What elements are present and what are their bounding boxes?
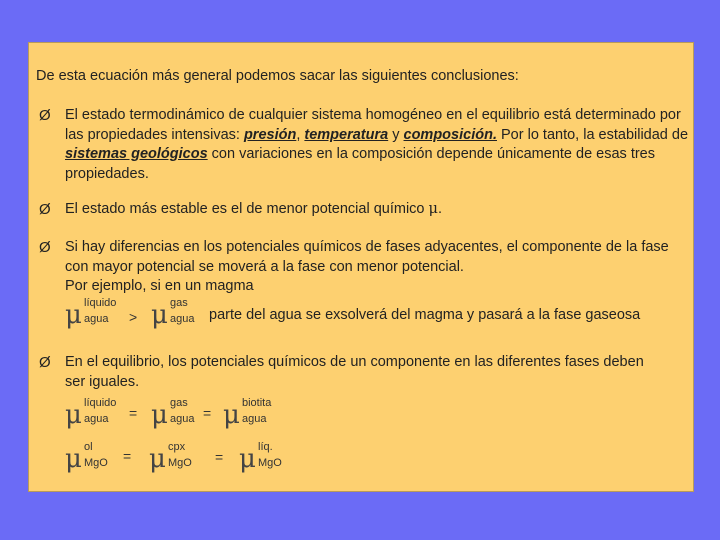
mu-icon: μ	[151, 300, 168, 330]
bullet-3-line: Si hay diferencias en los potenciales químicos de fases adyacentes, el componente de la fase con mayor potencial se moverá a la fase con menor potencial.	[65, 239, 669, 275]
equals-sign: =	[123, 448, 132, 464]
mu-ol-mgo	[65, 443, 125, 473]
mu-subscript: MgO	[168, 457, 192, 469]
bullet-arrow-icon: Ø	[39, 354, 51, 371]
equals-sign: =	[203, 405, 212, 421]
mu-superscript: líq.	[258, 441, 273, 453]
mu-superscript: cpx	[168, 441, 186, 453]
mu-subscript: agua	[84, 413, 109, 425]
bullet-2-part: El estado más estable es el de menor potencial químico	[65, 201, 429, 217]
equals-sign: =	[215, 449, 224, 465]
mu-subscript: MgO	[258, 457, 282, 469]
equals-sign: =	[129, 405, 138, 421]
mu-superscript: ol	[84, 441, 93, 453]
mu-superscript: gas	[170, 297, 188, 309]
mu-icon: μ	[223, 400, 240, 430]
mu-icon: μ	[149, 444, 166, 474]
mu-subscript: agua	[84, 313, 109, 325]
content-panel	[28, 42, 694, 492]
bullet-arrow-icon: Ø	[39, 239, 51, 256]
bullet-1-part: Por lo tanto, la estabilidad de	[496, 126, 689, 143]
mu-icon: μ	[151, 400, 168, 430]
mu-subscript: agua	[242, 413, 267, 425]
mu-cpx-mgo	[149, 443, 209, 473]
bullet-arrow-icon: Ø	[39, 107, 51, 124]
mu-subscript: agua	[170, 313, 195, 325]
mu-icon: μ	[65, 300, 82, 330]
bullet-1-part: ,	[296, 126, 305, 143]
bullet-arrow-icon: Ø	[39, 201, 51, 218]
mu-gas-agua	[151, 399, 211, 429]
bullet-4-text: En el equilibrio, los potenciales químicos de un componente en las diferentes fases deben ser iguales.	[65, 354, 644, 390]
mu-liq-mgo	[239, 443, 299, 473]
mu-subscript: MgO	[84, 457, 108, 469]
mu-liquido-agua	[65, 397, 138, 430]
mu-gas-agua	[151, 299, 211, 329]
bullet-3-example: Por ejemplo, si en un magma	[65, 278, 254, 294]
mu-subscript: agua	[170, 413, 195, 425]
bullet-3-tail: parte del agua se exsolverá del magma y pasará a la fase gaseosa	[209, 307, 641, 323]
bullet-2-text	[65, 200, 693, 220]
bullet-3-text	[65, 238, 693, 297]
mu-superscript: líquido	[84, 397, 117, 409]
bullet-1-text	[65, 106, 693, 184]
emphasis-composicion: composición.	[403, 126, 497, 143]
mu-biotita-agua	[223, 399, 293, 429]
greater-than-sign: >	[129, 309, 138, 325]
emphasis-temperatura: temperatura	[304, 126, 389, 143]
bullet-1-part: con variaciones en la composición depende únicamente de esas tres propiedades.	[65, 146, 655, 182]
bullet-1-part: y	[388, 126, 404, 143]
mu-icon: μ	[65, 444, 82, 474]
bullet-1-part: El estado termodinámico de cualquier sistema homogéneo en el equilibrio está determinado por las propiedades intensivas:	[65, 107, 681, 143]
mu-icon: μ	[65, 400, 82, 430]
mu-superscript: gas	[170, 397, 188, 409]
mu-superscript: líquido	[84, 297, 117, 309]
bullet-2-part: .	[437, 201, 442, 217]
emphasis-sistemas-geologicos: sistemas geológicos	[65, 146, 208, 162]
mu-symbol: μ	[428, 201, 438, 217]
mu-icon: μ	[239, 444, 256, 474]
emphasis-presion: presión	[243, 126, 297, 143]
mu-superscript: biotita	[242, 397, 272, 409]
intro-text: De esta ecuación más general podemos sacar las siguientes conclusiones:	[36, 68, 519, 84]
